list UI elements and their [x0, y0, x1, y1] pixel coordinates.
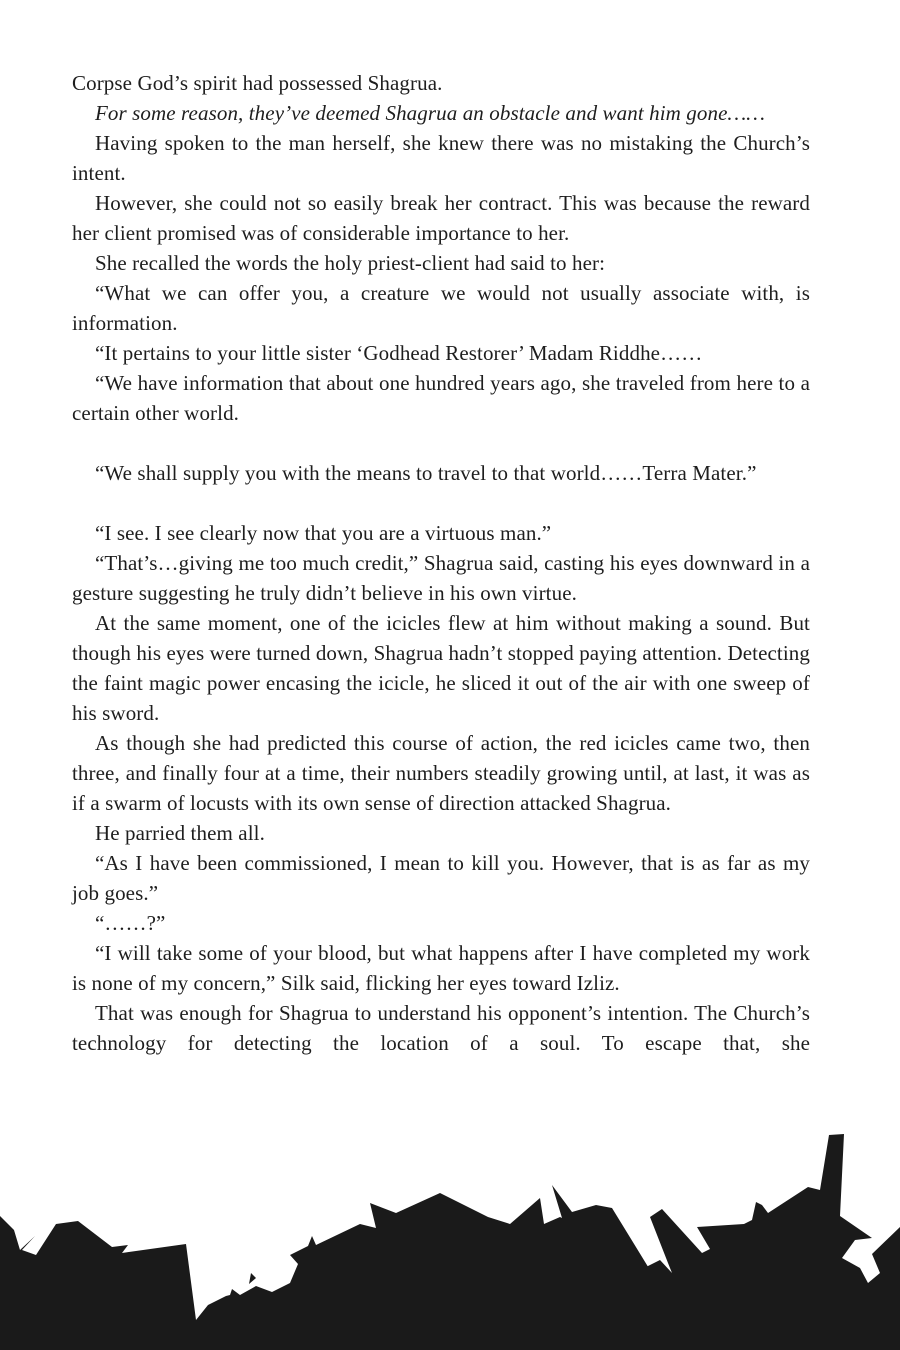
paragraph-dialogue: “I will take some of your blood, but what happens after I have completed my work is none of my concern,” Silk said, flicking her eyes toward Izliz.	[72, 941, 810, 995]
paragraph-italic-thought: For some reason, they’ve deemed Shagrua an obstacle and want him gone……	[95, 101, 766, 125]
paragraph: However, she could not so easily break her contract. This was because the reward her client promised was of considerable importance to her.	[72, 191, 810, 245]
paragraph-dialogue: “What we can offer you, a creature we would not usually associate with, is information.	[72, 281, 810, 335]
paragraph-dialogue: “We shall supply you with the means to travel to that world……Terra Mater.”	[95, 461, 757, 485]
paragraph-dialogue: “I see. I see clearly now that you are a virtuous man.”	[95, 521, 552, 545]
ruins-base	[0, 1320, 900, 1350]
ruins-silhouette-shape	[0, 1134, 900, 1350]
paragraph-dialogue: “……?”	[95, 911, 166, 935]
paragraph: At the same moment, one of the icicles flew at him without making a sound. But though his eyes were turned down, Shagrua hadn’t stopped paying attention. Detecting the faint magic power encasing the icicle, he sliced it out of the air with one sweep of his sword.	[72, 611, 810, 725]
page-body-text	[72, 68, 810, 1058]
paragraph: Corpse God’s spirit had possessed Shagrua.	[72, 71, 443, 95]
paragraph-dialogue: “It pertains to your little sister ‘Godhead Restorer’ Madam Riddhe……	[95, 341, 703, 365]
paragraph-dialogue: “As I have been commissioned, I mean to kill you. However, that is as far as my job goes.”	[72, 851, 810, 905]
paragraph: As though she had predicted this course of action, the red icicles came two, then three, and finally four at a time, their numbers steadily growing until, at last, it was as if a swarm of locusts with its own sense of direction attacked Shagrua.	[72, 731, 810, 815]
paragraph-continued: That was enough for Shagrua to understand his opponent’s intention. The Church’s technology for detecting the location of a soul. To escape that, she	[72, 1001, 810, 1055]
paragraph: He parried them all.	[95, 821, 265, 845]
paragraph: She recalled the words the holy priest-client had said to her:	[95, 251, 606, 275]
paragraph-dialogue: “That’s…giving me too much credit,” Shagrua said, casting his eyes downward in a gesture suggesting he truly didn’t believe in his own virtue.	[72, 551, 810, 605]
paragraph-dialogue: “We have information that about one hundred years ago, she traveled from here to a certain other world.	[72, 371, 810, 425]
paragraph: Having spoken to the man herself, she knew there was no mistaking the Church’s intent.	[72, 131, 810, 185]
ruins-silhouette-illustration	[0, 1120, 900, 1350]
